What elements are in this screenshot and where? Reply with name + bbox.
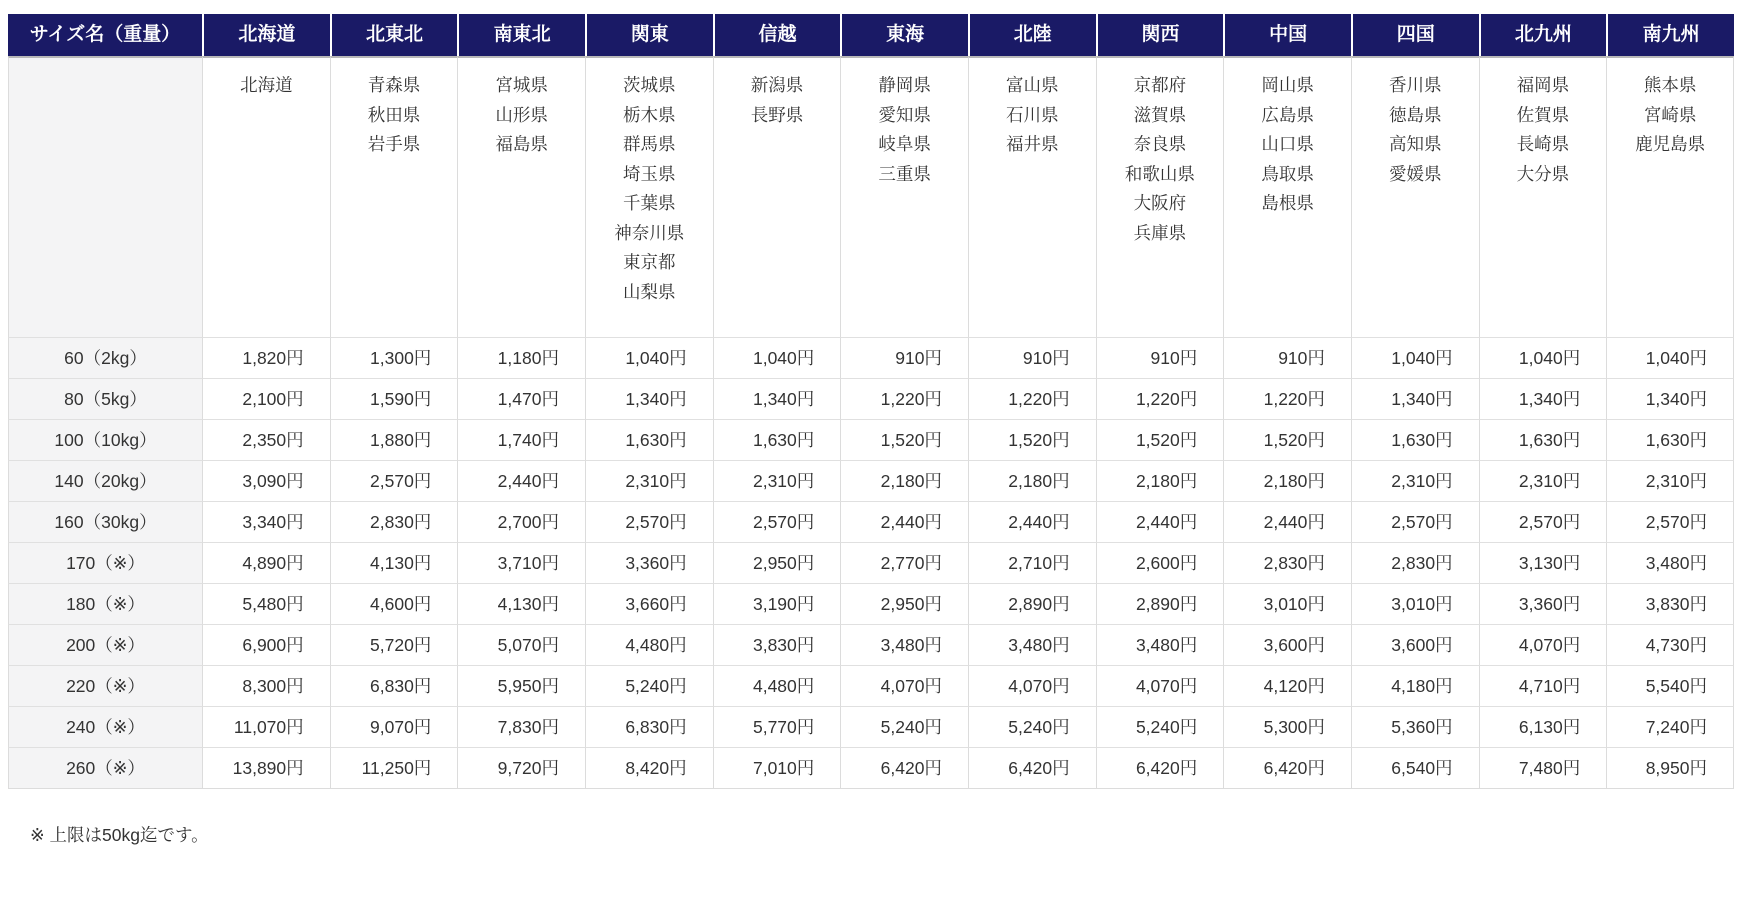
price-cell: 1,630円 [1479, 419, 1607, 460]
region-column-header: 北海道 [202, 14, 330, 56]
price-cell: 3,480円 [840, 624, 968, 665]
table-row [8, 337, 1734, 378]
price-cell: 1,040円 [585, 337, 713, 378]
prefecture-name: 東京都 [623, 252, 676, 272]
price-cell: 2,710円 [968, 542, 1096, 583]
price-cell: 910円 [1223, 337, 1351, 378]
price-cell: 3,830円 [1606, 583, 1734, 624]
price-cell: 5,240円 [968, 706, 1096, 747]
price-cell: 2,180円 [1096, 460, 1224, 501]
price-cell: 4,480円 [713, 665, 841, 706]
price-cell: 3,480円 [1096, 624, 1224, 665]
price-cell: 5,360円 [1351, 706, 1479, 747]
prefecture-name: 山梨県 [623, 281, 676, 302]
price-cell: 3,600円 [1223, 624, 1351, 665]
prefecture-name: 秋田県 [367, 104, 421, 125]
price-cell: 910円 [840, 337, 968, 378]
price-cell: 910円 [968, 337, 1096, 378]
price-cell: 5,240円 [840, 706, 968, 747]
prefecture-name: 茨城県 [623, 75, 676, 95]
size-cell: 180（※） [8, 583, 202, 624]
prefecture-list-cell [1606, 56, 1734, 337]
price-cell: 8,420円 [585, 747, 713, 789]
price-cell: 1,520円 [1096, 419, 1224, 460]
prefecture-name: 佐賀県 [1516, 104, 1570, 125]
price-cell: 2,890円 [1096, 583, 1224, 624]
price-cell: 1,340円 [1479, 378, 1607, 419]
price-cell: 3,480円 [968, 624, 1096, 665]
prefecture-name: 群馬県 [623, 134, 676, 154]
price-cell: 910円 [1096, 337, 1224, 378]
price-cell: 2,950円 [713, 542, 841, 583]
prefecture-name: 栃木県 [623, 104, 676, 125]
price-cell: 2,100円 [202, 378, 330, 419]
price-cell: 9,070円 [330, 706, 458, 747]
prefecture-name: 千葉県 [623, 193, 676, 213]
prefecture-name: 岡山県 [1261, 75, 1314, 95]
table-row [8, 747, 1734, 789]
price-cell: 6,420円 [968, 747, 1096, 789]
price-cell: 8,950円 [1606, 747, 1734, 789]
region-column-header: 中国 [1223, 14, 1351, 56]
prefecture-name: 宮城県 [495, 75, 548, 95]
price-cell: 3,360円 [585, 542, 713, 583]
prefecture-name: 宮崎県 [1643, 104, 1697, 125]
price-cell: 4,130円 [457, 583, 585, 624]
price-cell: 7,010円 [713, 747, 841, 789]
price-cell: 2,950円 [840, 583, 968, 624]
price-cell: 3,480円 [1606, 542, 1734, 583]
size-column-header: サイズ名（重量） [8, 14, 202, 56]
table-body [8, 56, 1734, 789]
prefecture-name: 広島県 [1261, 104, 1314, 125]
price-cell: 13,890円 [202, 747, 330, 789]
prefecture-list-cell [713, 56, 841, 337]
price-cell: 2,180円 [840, 460, 968, 501]
prefecture-name: 奈良県 [1133, 134, 1187, 154]
size-cell: 60（2kg） [8, 337, 202, 378]
prefecture-name: 岩手県 [367, 134, 421, 154]
price-cell: 6,420円 [1096, 747, 1224, 789]
prefecture-name: 静岡県 [878, 75, 931, 95]
prefecture-row [8, 56, 1734, 337]
price-cell: 6,900円 [202, 624, 330, 665]
price-cell: 2,570円 [713, 501, 841, 542]
price-cell: 6,420円 [1223, 747, 1351, 789]
price-cell: 1,340円 [1351, 378, 1479, 419]
header-row [8, 14, 1734, 56]
region-column-header: 南九州 [1606, 14, 1734, 56]
size-cell: 100（10kg） [8, 419, 202, 460]
price-cell: 1,040円 [1606, 337, 1734, 378]
price-cell: 1,220円 [1096, 378, 1224, 419]
region-column-header: 関西 [1096, 14, 1224, 56]
price-cell: 3,190円 [713, 583, 841, 624]
price-cell: 2,570円 [1606, 501, 1734, 542]
prefecture-name: 石川県 [1006, 104, 1059, 125]
price-cell: 3,130円 [1479, 542, 1607, 583]
size-cell: 220（※） [8, 665, 202, 706]
price-cell: 1,040円 [1479, 337, 1607, 378]
weight-limit-note: ※ 上限は50kg迄です。 [30, 825, 209, 845]
price-cell: 1,820円 [202, 337, 330, 378]
price-cell: 11,250円 [330, 747, 458, 789]
price-cell: 2,440円 [457, 460, 585, 501]
prefecture-name: 京都府 [1133, 75, 1187, 95]
prefecture-name: 福井県 [1006, 134, 1059, 154]
price-cell: 1,180円 [457, 337, 585, 378]
price-cell: 2,830円 [330, 501, 458, 542]
size-cell: 140（20kg） [8, 460, 202, 501]
price-cell: 2,600円 [1096, 542, 1224, 583]
region-column-header: 北九州 [1479, 14, 1607, 56]
price-cell: 4,480円 [585, 624, 713, 665]
prefecture-list-cell [840, 56, 968, 337]
prefecture-name: 島根県 [1261, 193, 1314, 213]
price-cell: 4,730円 [1606, 624, 1734, 665]
prefecture-name: 愛媛県 [1388, 163, 1442, 184]
prefecture-name: 長崎県 [1516, 134, 1570, 154]
price-cell: 2,310円 [1351, 460, 1479, 501]
region-column-header: 四国 [1351, 14, 1479, 56]
prefecture-name: 徳島県 [1388, 104, 1442, 125]
prefecture-name: 神奈川県 [614, 222, 685, 243]
prefecture-name: 熊本県 [1643, 75, 1697, 95]
size-cell: 260（※） [8, 747, 202, 789]
price-cell: 2,310円 [1606, 460, 1734, 501]
price-cell: 1,220円 [1223, 378, 1351, 419]
price-cell: 1,040円 [1351, 337, 1479, 378]
prefecture-name: 富山県 [1006, 75, 1059, 95]
region-column-header: 北東北 [330, 14, 458, 56]
price-cell: 2,830円 [1223, 542, 1351, 583]
price-cell: 2,570円 [1479, 501, 1607, 542]
price-cell: 5,720円 [330, 624, 458, 665]
price-cell: 2,440円 [968, 501, 1096, 542]
prefecture-name: 三重県 [878, 163, 931, 184]
price-cell: 1,520円 [1223, 419, 1351, 460]
table-row [8, 542, 1734, 583]
region-column-header: 関東 [585, 14, 713, 56]
price-cell: 5,240円 [1096, 706, 1224, 747]
prefecture-name: 長野県 [750, 104, 804, 125]
price-cell: 9,720円 [457, 747, 585, 789]
region-column-header: 北陸 [968, 14, 1096, 56]
price-cell: 3,010円 [1351, 583, 1479, 624]
price-cell: 2,350円 [202, 419, 330, 460]
prefecture-name: 高知県 [1388, 134, 1442, 154]
price-cell: 4,710円 [1479, 665, 1607, 706]
price-cell: 4,070円 [968, 665, 1096, 706]
price-cell: 2,440円 [840, 501, 968, 542]
price-cell: 2,770円 [840, 542, 968, 583]
price-cell: 7,240円 [1606, 706, 1734, 747]
prefecture-name: 山形県 [495, 104, 548, 125]
size-cell: 240（※） [8, 706, 202, 747]
price-cell: 7,830円 [457, 706, 585, 747]
prefecture-name: 兵庫県 [1133, 222, 1187, 243]
prefecture-name: 福島県 [495, 134, 548, 154]
prefecture-name: 大分県 [1516, 163, 1570, 184]
price-cell: 6,130円 [1479, 706, 1607, 747]
price-cell: 2,700円 [457, 501, 585, 542]
price-cell: 3,090円 [202, 460, 330, 501]
table-row [8, 583, 1734, 624]
price-cell: 3,660円 [585, 583, 713, 624]
prefecture-list-cell [968, 56, 1096, 337]
prefecture-list-cell [1096, 56, 1224, 337]
price-cell: 6,420円 [840, 747, 968, 789]
region-column-header: 信越 [713, 14, 841, 56]
price-cell: 1,340円 [1606, 378, 1734, 419]
size-cell: 170（※） [8, 542, 202, 583]
size-cell: 80（5kg） [8, 378, 202, 419]
price-cell: 3,830円 [713, 624, 841, 665]
table-row [8, 501, 1734, 542]
price-cell: 2,570円 [585, 501, 713, 542]
prefecture-list-cell [1351, 56, 1479, 337]
price-cell: 3,010円 [1223, 583, 1351, 624]
prefecture-name: 福岡県 [1516, 75, 1570, 95]
prefecture-row-size-cell [8, 56, 202, 337]
price-cell: 1,630円 [585, 419, 713, 460]
price-cell: 4,180円 [1351, 665, 1479, 706]
price-cell: 1,340円 [585, 378, 713, 419]
table-row [8, 706, 1734, 747]
price-cell: 6,540円 [1351, 747, 1479, 789]
price-cell: 4,070円 [840, 665, 968, 706]
prefecture-name: 埼玉県 [623, 163, 676, 184]
price-cell: 1,220円 [968, 378, 1096, 419]
price-cell: 2,310円 [585, 460, 713, 501]
price-cell: 7,480円 [1479, 747, 1607, 789]
size-cell: 200（※） [8, 624, 202, 665]
price-cell: 5,540円 [1606, 665, 1734, 706]
price-cell: 5,770円 [713, 706, 841, 747]
price-cell: 3,360円 [1479, 583, 1607, 624]
price-cell: 2,180円 [968, 460, 1096, 501]
prefecture-name: 新潟県 [750, 75, 804, 95]
price-cell: 2,310円 [1479, 460, 1607, 501]
prefecture-name: 北海道 [240, 75, 293, 95]
price-cell: 5,240円 [585, 665, 713, 706]
price-cell: 1,630円 [1351, 419, 1479, 460]
prefecture-list-cell [1479, 56, 1607, 337]
prefecture-list-cell [457, 56, 585, 337]
table-row [8, 460, 1734, 501]
price-cell: 2,890円 [968, 583, 1096, 624]
prefecture-name: 鹿児島県 [1635, 134, 1706, 154]
price-cell: 5,070円 [457, 624, 585, 665]
price-cell: 1,880円 [330, 419, 458, 460]
price-cell: 4,070円 [1479, 624, 1607, 665]
price-cell: 2,310円 [713, 460, 841, 501]
table-row [8, 665, 1734, 706]
price-cell: 5,480円 [202, 583, 330, 624]
size-cell: 160（30kg） [8, 501, 202, 542]
price-cell: 3,710円 [457, 542, 585, 583]
price-cell: 1,340円 [713, 378, 841, 419]
price-cell: 5,950円 [457, 665, 585, 706]
price-cell: 8,300円 [202, 665, 330, 706]
price-cell: 5,300円 [1223, 706, 1351, 747]
region-column-header: 南東北 [457, 14, 585, 56]
prefecture-list-cell [202, 56, 330, 337]
price-cell: 1,470円 [457, 378, 585, 419]
price-cell: 1,040円 [713, 337, 841, 378]
prefecture-name: 鳥取県 [1261, 163, 1314, 184]
price-cell: 3,340円 [202, 501, 330, 542]
price-cell: 6,830円 [585, 706, 713, 747]
price-cell: 1,630円 [1606, 419, 1734, 460]
price-cell: 11,070円 [202, 706, 330, 747]
price-cell: 1,520円 [968, 419, 1096, 460]
price-cell: 1,220円 [840, 378, 968, 419]
price-cell: 2,440円 [1096, 501, 1224, 542]
price-cell: 1,300円 [330, 337, 458, 378]
price-cell: 4,130円 [330, 542, 458, 583]
price-cell: 1,630円 [713, 419, 841, 460]
price-cell: 2,570円 [1351, 501, 1479, 542]
price-cell: 4,890円 [202, 542, 330, 583]
price-cell: 1,740円 [457, 419, 585, 460]
table-row [8, 419, 1734, 460]
prefecture-name: 和歌山県 [1124, 163, 1195, 184]
price-cell: 3,600円 [1351, 624, 1479, 665]
prefecture-list-cell [1223, 56, 1351, 337]
prefecture-name: 山口県 [1261, 134, 1314, 154]
price-cell: 2,440円 [1223, 501, 1351, 542]
price-cell: 6,830円 [330, 665, 458, 706]
price-cell: 4,070円 [1096, 665, 1224, 706]
prefecture-name: 愛知県 [878, 104, 931, 125]
price-cell: 2,830円 [1351, 542, 1479, 583]
price-cell: 1,590円 [330, 378, 458, 419]
table-header [8, 14, 1734, 56]
prefecture-list-cell [330, 56, 458, 337]
region-column-header: 東海 [840, 14, 968, 56]
prefecture-name: 滋賀県 [1133, 104, 1187, 125]
price-cell: 1,520円 [840, 419, 968, 460]
shipping-rates-table [8, 14, 1734, 789]
prefecture-list-cell [585, 56, 713, 337]
prefecture-name: 岐阜県 [878, 134, 931, 154]
table-row [8, 624, 1734, 665]
price-cell: 2,180円 [1223, 460, 1351, 501]
price-cell: 4,120円 [1223, 665, 1351, 706]
price-cell: 2,570円 [330, 460, 458, 501]
prefecture-name: 香川県 [1388, 75, 1442, 95]
prefecture-name: 大阪府 [1133, 193, 1187, 213]
prefecture-name: 青森県 [367, 75, 421, 95]
price-cell: 4,600円 [330, 583, 458, 624]
table-row [8, 378, 1734, 419]
